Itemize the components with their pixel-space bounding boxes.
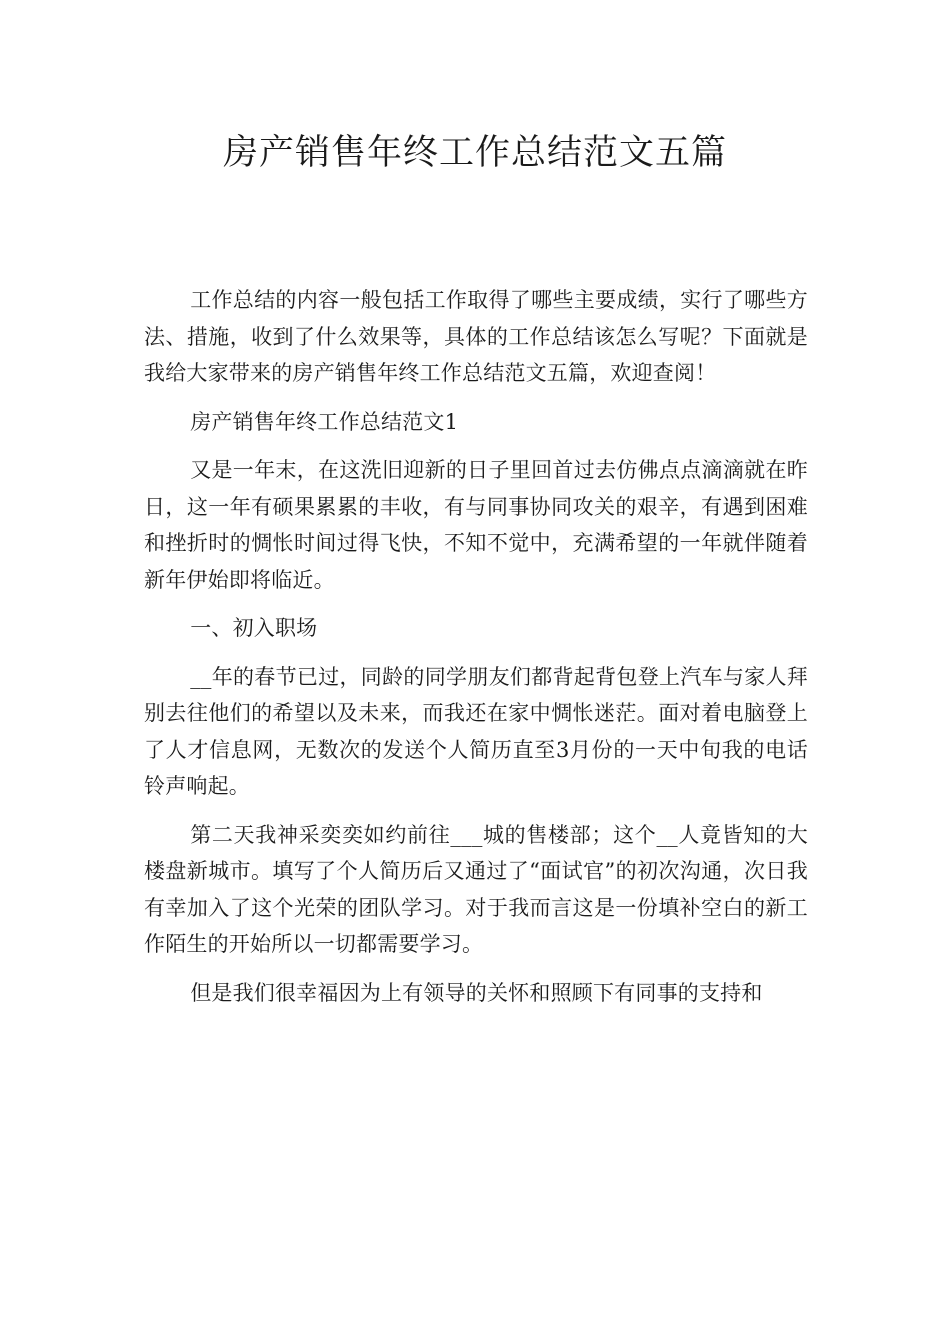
body-paragraph: 又是一年末，在这洗旧迎新的日子里回首过去仿佛点点滴滴就在昨日，这一年有硕果累累的丰收，有与同事协同攻关的艰辛，有遇到困难和挫折时的惆怅时间过得飞快，不知不觉中，充满希望的一年就伴随着新年伊始即将临近。 [144,458,808,592]
document-title: 房产销售年终工作总结范文五篇 [222,133,727,173]
body-paragraph: __年的春节已过，同龄的同学朋友们都背起背包登上汽车与家人拜别去往他们的希望以及未来，而我还在家中惆怅迷茫。面对着电脑登上了人才信息网，无数次的发送个人简历直至3月份的一天中旬我的电话铃声响起。 [144,664,808,798]
section-heading-sample-1: 房产销售年终工作总结范文1 [190,409,459,434]
section-heading-first-job: 一、初入职场 [190,616,318,640]
body-paragraph: 第二天我神采奕奕如约前往___城的售楼部；这个__人竟皆知的大楼盘新城市。填写了个人简历后又通过了“面试官”的初次沟通，次日我有幸加入了这个光荣的团队学习。对于我而言这是一份填补空白的新工作陌生的开始所以一切都需要学习。 [144,822,808,956]
document-body [144,282,808,1023]
intro-paragraph: 工作总结的内容一般包括工作取得了哪些主要成绩，实行了哪些方法、措施，收到了什么效果等，具体的工作总结该怎么写呢？下面就是我给大家带来的房产销售年终工作总结范文五篇，欢迎查阅！ [144,288,808,385]
body-paragraph: 但是我们很幸福因为上有领导的关怀和照顾下有同事的支持和 [190,980,763,1005]
